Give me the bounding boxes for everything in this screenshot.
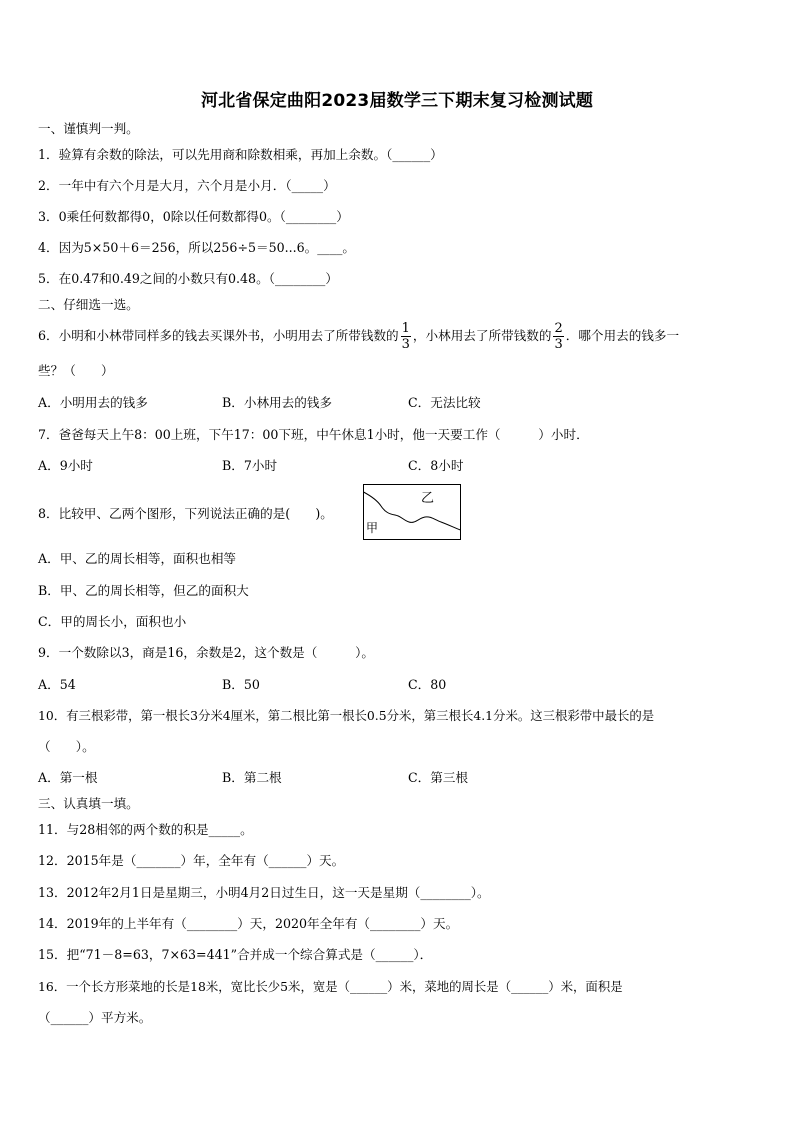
page-title: 河北省保定曲阳2023届数学三下期末复习检测试题 (200, 91, 594, 111)
question-3: 3．0乘任何数都得0，0除以任何数都得0。（________） (38, 209, 349, 224)
section-heading-3: 三、认真填一填。 (38, 796, 139, 811)
fraction-denominator: 3 (401, 337, 410, 352)
section-heading-2: 二、仔细选一选。 (38, 297, 139, 312)
fraction-numerator: 1 (401, 321, 410, 336)
question-9: 9．一个数除以3，商是16，余数是2，这个数是（ ）。 (38, 645, 375, 660)
question-11: 11．与28相邻的两个数的积是_____。 (38, 822, 253, 837)
q6-option-b: B．小林用去的钱多 (222, 395, 333, 410)
question-15: 15．把“71－8=63，7×63=441”合并成一个综合算式是（______）． (38, 947, 433, 962)
q8-option-a: A．甲、乙的周长相等，面积也相等 (38, 551, 237, 566)
shape-comparison-figure (363, 484, 461, 540)
q9-option-c: C．80 (408, 677, 447, 692)
q6-option-c: C．无法比较 (408, 395, 481, 410)
question-6-text-c: ．哪个用去的钱多一 (565, 328, 680, 343)
question-6-text-b: ，小林用去了所带钱数的 (412, 328, 552, 343)
q10-option-c: C．第三根 (408, 770, 469, 785)
question-1: 1．验算有余数的除法，可以先用商和除数相乘，再加上余数。（______） (38, 147, 443, 162)
fraction-numerator: 2 (554, 321, 563, 336)
question-7: 7．爸爸每天上午8：00上班，下午17：00下班，中午休息1小时，他一天要工作（ ）小时． (38, 427, 589, 442)
question-5: 5．在0.47和0.49之间的小数只有0.48。（________） (38, 271, 338, 286)
question-16: 16．一个长方形菜地的长是18米，宽比长少5米，宽是（______）米，菜地的周长是（______）米，面积是 (38, 979, 623, 994)
question-2: 2．一年中有六个月是大月，六个月是小月．（_____） (38, 178, 336, 193)
fraction-one-third (401, 321, 411, 352)
question-10: 10．有三根彩带，第一根长3分米4厘米，第二根比第一根长0.5分米，第三根长4.1分米。这三根彩带中最长的是 (38, 708, 655, 723)
dividing-curve (364, 492, 461, 530)
figure-rectangle (364, 485, 461, 540)
question-13: 13．2012年2月1日是星期三，小明4月2日过生日，这一天是星期（________）。 (38, 885, 490, 900)
question-16-line-2: （______）平方米。 (38, 1010, 152, 1025)
question-4: 4．因为5×50＋6＝256，所以256÷5＝50...6。____。 (38, 240, 356, 255)
question-6 (38, 318, 679, 354)
question-6-line-2: 些？（ ） (38, 363, 114, 378)
question-10-line-2: （ ）。 (38, 739, 95, 754)
q8-option-b: B．甲、乙的周长相等，但乙的面积大 (38, 583, 249, 598)
q7-option-b: B．7小时 (222, 458, 278, 473)
figure-label-yi: 乙 (421, 491, 435, 506)
section-heading-1: 一、谨慎判一判。 (38, 121, 139, 136)
question-6-text-a: 6．小明和小林带同样多的钱去买课外书，小明用去了所带钱数的 (38, 328, 399, 343)
q8-option-c: C．甲的周长小，面积也小 (38, 614, 187, 629)
question-12: 12．2015年是（_______）年，全年有（______）天。 (38, 853, 345, 868)
question-14: 14．2019年的上半年有（________）天，2020年全年有（________）天。 (38, 916, 459, 931)
q7-option-c: C．8小时 (408, 458, 464, 473)
q9-option-a: A．54 (38, 677, 76, 692)
fraction-two-thirds (553, 321, 563, 352)
q10-option-a: A．第一根 (38, 770, 98, 785)
figure-label-jia: 甲 (366, 521, 379, 535)
fraction-denominator: 3 (554, 337, 563, 352)
q9-option-b: B．50 (222, 677, 260, 692)
question-8: 8．比较甲、乙两个图形，下列说法正确的是( )。 (38, 506, 333, 521)
q10-option-b: B．第二根 (222, 770, 282, 785)
q6-option-a: A．小明用去的钱多 (38, 395, 148, 410)
q7-option-a: A．9小时 (38, 458, 93, 473)
